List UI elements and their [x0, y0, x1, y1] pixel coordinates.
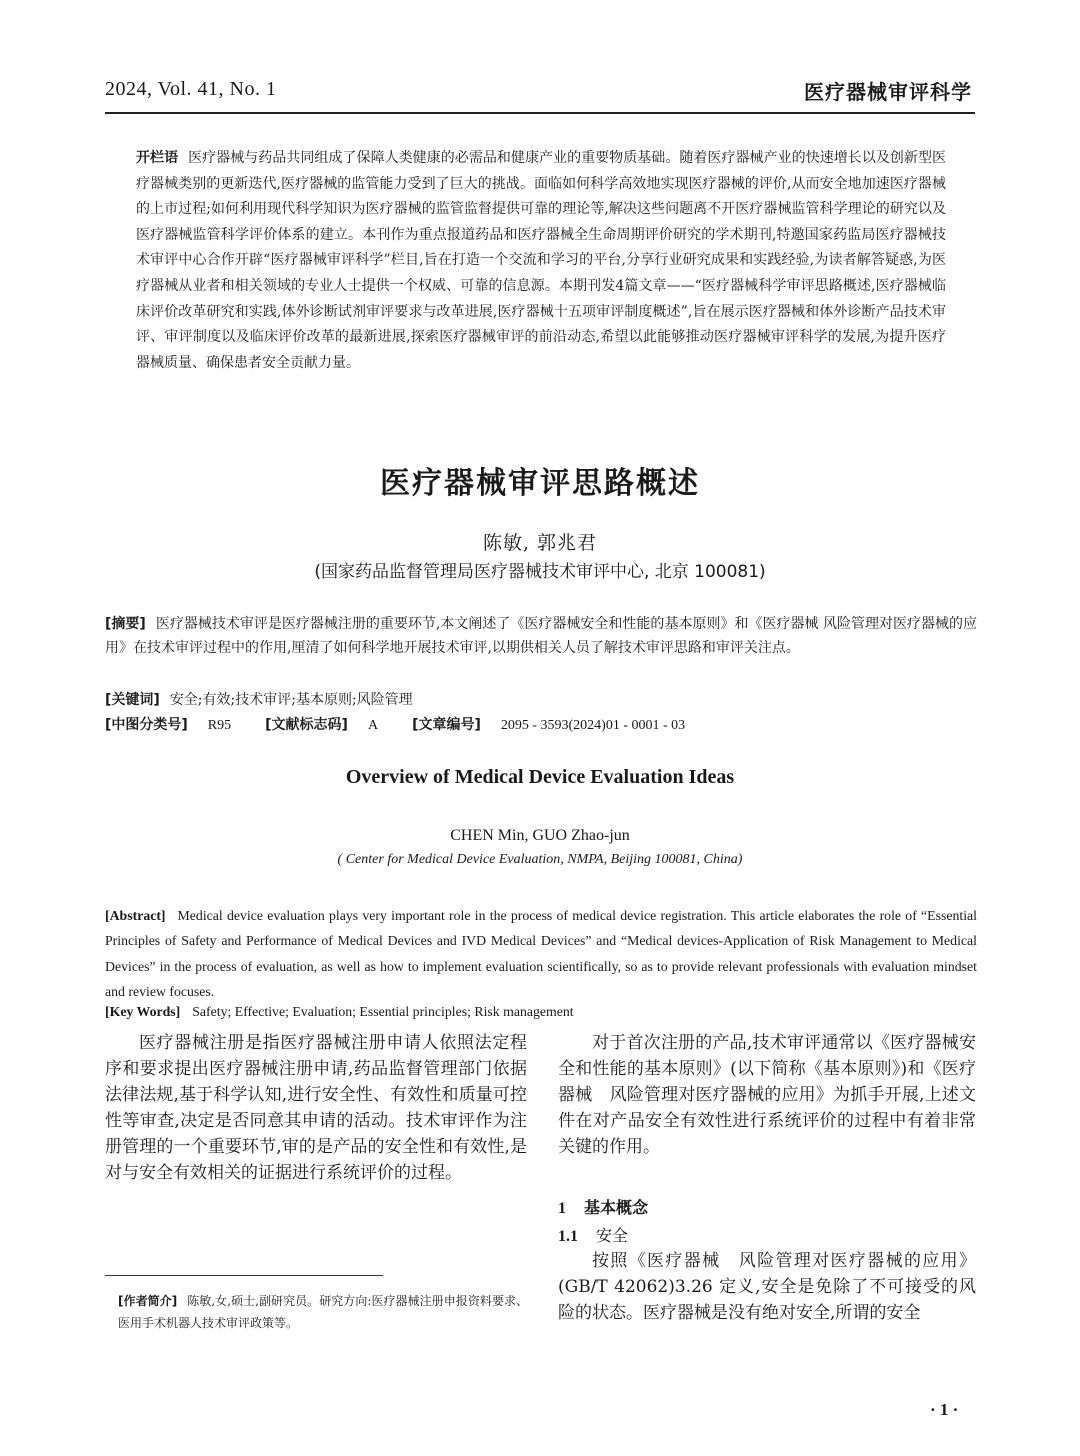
- abstract-en-text: Medical device evaluation plays very important role in the process of medical device registration. This article elaborates the role of “Essential Principles of Safety and Performance of Medical Devices and IVD Medical Devices” and “Medical devices-Application of Risk Management to Medical Devices” in the process of evaluation, as well as how to implement evaluation scientifically, so as to provide relevant professionals with evaluation mindset and review focuses.: [105, 908, 977, 999]
- body-right-paragraph-1: 对于首次注册的产品,技术审评通常以《医疗器械安全和性能的基本原则》(以下简称《基本原则》)和《医疗器械 风险管理对医疗器械的应用》为抓手开展,上述文件在对产品安全有效性进行系统评价的过程中有着非常关键的作用。: [558, 1033, 976, 1157]
- affiliation-cn: (国家药品监督管理局医疗器械技术审评中心, 北京 100081): [314, 562, 766, 582]
- abstract-en: [105, 903, 977, 1004]
- affiliation-en: ( Center for Medical Device Evaluation, NMPA, Beijing 100081, China): [337, 852, 743, 867]
- section-1-number: 1: [558, 1200, 566, 1217]
- page-number: · 1 ·: [930, 1400, 959, 1419]
- authors-cn: 陈敏, 郭兆君: [482, 532, 598, 554]
- keywords-cn-label: [关键词]: [105, 692, 160, 708]
- abstract-cn-label: [摘要]: [105, 616, 146, 632]
- footnote-label: [作者简介]: [118, 1294, 178, 1308]
- column-intro: [136, 146, 946, 376]
- article-title-cn: 医疗器械审评思路概述: [380, 466, 700, 501]
- body-left-paragraph: 医疗器械注册是指医疗器械注册申请人依照法定程序和要求提出医疗器械注册申请,药品监督管理部门依据法律法规,基于科学认知,进行安全性、有效性和质量可控性等审查,决定是否同意其申请的活动。技术审评作为注册管理的一个重要环节,审的是产品的安全性和有效性,是对与安全有效相关的证据进行系统评价的过程。: [105, 1033, 527, 1183]
- clc-value: R95: [207, 718, 232, 733]
- journal-issue: 2024, Vol. 41, No. 1: [105, 78, 277, 100]
- keywords-cn: [105, 688, 977, 712]
- section-1-1-title: 安全: [596, 1226, 629, 1245]
- authors-en: CHEN Min, GUO Zhao-jun: [450, 827, 630, 844]
- classification-line: [105, 714, 685, 734]
- author-footnote: [118, 1290, 528, 1334]
- section-1-heading: [558, 1195, 648, 1218]
- article-title-en: Overview of Medical Device Evaluation Ideas: [345, 766, 735, 788]
- section-1-1-heading: [558, 1223, 628, 1246]
- section-1-1-number: 1.1: [558, 1228, 578, 1245]
- footnote-text: 陈敏,女,硕士,副研究员。研究方向:医疗器械注册申报资料要求、医用手术机器人技术审评政策等。: [118, 1294, 528, 1330]
- article-no-label: [文章编号]: [412, 717, 481, 733]
- clc-label: [中图分类号]: [105, 717, 188, 733]
- column-intro-text: 医疗器械与药品共同组成了保障人类健康的必需品和健康产业的重要物质基础。随着医疗器械产业的快速增长以及创新型医疗器械类别的更新迭代,医疗器械的监管能力受到了巨大的挑战。面临如何科学高效地实现医疗器械的评价,从而安全地加速医疗器械的上市过程;如何利用现代科学知识为医疗器械的监管监督提供可靠的理论等,解决这些问题离不开医疗器械监管科学理论的研究以及医疗器械监管科学评价体系的建立。本刊作为重点报道药品和医疗器械全生命周期评价研究的学术期刊,特邀国家药监局医疗器械技术审评中心合作开辟“医疗器械审评科学”栏目,旨在打造一个交流和学习的平台,分享行业研究成果和实践经验,为读者解答疑惑,为医疗器械从业者和相关领域的专业人士提供一个权威、可靠的信息源。本期刊发4篇文章——“医疗器械科学审评思路概述,医疗器械临床评价改革研究和实践,体外诊断试剂审评要求与改革进展,医疗器械十五项审评制度概述”,旨在展示医疗器械和体外诊断产品技术审评、审评制度以及临床评价改革的最新进展,探索医疗器械审评的前沿动态,希望以此能够推动医疗器械审评科学的发展,为提升医疗器械质量、确保患者安全贡献力量。: [136, 150, 946, 371]
- abstract-cn-text: 医疗器械技术审评是医疗器械注册的重要环节,本文阐述了《医疗器械安全和性能的基本原则》和《医疗器械 风险管理对医疗器械的应用》在技术审评过程中的作用,厘清了如何科学地开展技术审评,以期供相关人员了解技术审评思路和审评关注点。: [105, 616, 977, 656]
- keywords-en-label: [Key Words]: [105, 1004, 181, 1019]
- column-intro-lead: 开栏语: [136, 150, 179, 166]
- keywords-cn-text: 安全;有效;技术审评;基本原则;风险管理: [169, 692, 413, 708]
- abstract-en-label: [Abstract]: [105, 908, 166, 923]
- header-rule: [105, 112, 975, 114]
- article-no-value: 2095 - 3593(2024)01 - 0001 - 03: [500, 718, 686, 733]
- keywords-en: [105, 1004, 574, 1020]
- journal-name: 医疗器械审评科学: [804, 80, 972, 104]
- abstract-cn: [105, 612, 977, 660]
- keywords-en-text: Safety; Effective; Evaluation; Essential principles; Risk management: [192, 1004, 574, 1019]
- doc-code-label: [文献标志码]: [265, 717, 348, 733]
- doc-code-value: A: [367, 718, 379, 733]
- section-1-title: 基本概念: [584, 1198, 649, 1217]
- footnote-rule: [105, 1275, 383, 1276]
- body-right-paragraph-2: 按照《医疗器械 风险管理对医疗器械的应用》(GB/T 42062)3.26 定义,安全是免除了不可接受的风险的状态。医疗器械是没有绝对安全,所谓的安全: [558, 1251, 976, 1323]
